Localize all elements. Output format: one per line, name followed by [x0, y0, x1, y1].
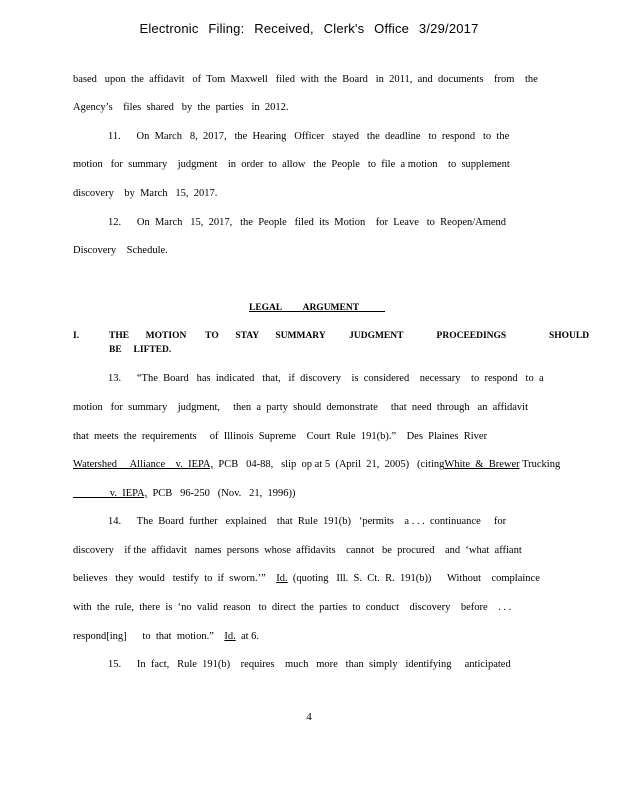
paragraph-14-line: respond[ing] to that motion.” Id. at 6. [73, 631, 260, 642]
paragraph-12-line: 12. On March 15, 2017, the People filed its Motion for Leave to Reopen/Amend [108, 217, 507, 228]
id-citation: Id. [224, 631, 236, 642]
electronic-filing-header: Electronic Filing: Received, Clerk's Office 3/29/2017 [139, 21, 479, 36]
paragraph-14-line: with the rule, there is ‘no valid reason to direct the parties to conduct discovery before . . . [73, 602, 512, 613]
paragraph-13-line: v. IEPA, PCB 96-250 (Nov. 21, 1996)) [73, 488, 296, 499]
paragraph-13-line: motion for summary judgment, then a party should demonstrate that need through an affidavit [73, 402, 529, 413]
paragraph-13-line: 13. “The Board has indicated that, if discovery is considered necessary to respond to a [108, 373, 544, 384]
paragraph-11-line: discovery by March 15, 2017. [73, 188, 218, 199]
paragraph-11-line: motion for summary judgment in order to allow the People to file a motion to supplement [73, 159, 510, 170]
id-citation: Id. [276, 573, 288, 584]
paragraph-12-line: Discovery Schedule. [73, 245, 168, 256]
case-citation: v. IEPA, [73, 488, 148, 499]
paragraph-14-line: discovery if the affidavit names persons whose affidavits cannot be procured and ‘what affiant [73, 545, 522, 556]
body-line: based upon the affidavit of Tom Maxwell filed with the Board in 2011, and documents from the [73, 74, 538, 85]
paragraph-14-line: 14. The Board further explained that Rule 191(b) ‘permits a . . . continuance for [108, 516, 507, 527]
section-title-line: BE LIFTED. [109, 345, 172, 355]
case-citation: Watershed Alliance v. IEPA, [73, 459, 214, 470]
paragraph-13-line: that meets the requirements of Illinois Supreme Court Rule 191(b).” Des Plaines River [73, 431, 488, 442]
paragraph-13-line: Watershed Alliance v. IEPA, PCB 04-88, slip op at 5 (April 21, 2005) (citingWhite & Brewer Trucking [73, 459, 561, 470]
case-citation: White & Brewer [444, 459, 520, 470]
paragraph-14-line: believes they would testify to if sworn.’” Id. (quoting Ill. S. Ct. R. 191(b)) Without complaince [73, 573, 540, 584]
section-number: I. [73, 331, 80, 341]
body-line: Agency’s files shared by the parties in 2012. [73, 102, 289, 113]
paragraph-15-line: 15. In fact, Rule 191(b) requires much more than simply identifying anticipated [108, 659, 511, 670]
paragraph-11-line: 11. On March 8, 2017, the Hearing Officer stayed the deadline to respond to the [108, 131, 510, 142]
page-number: 4 [306, 711, 312, 723]
section-title-line: THE MOTION TO STAY SUMMARY JUDGMENT PROCEEDINGS SHOULD [109, 331, 590, 341]
legal-argument-heading: LEGAL ARGUMENT [249, 303, 386, 313]
